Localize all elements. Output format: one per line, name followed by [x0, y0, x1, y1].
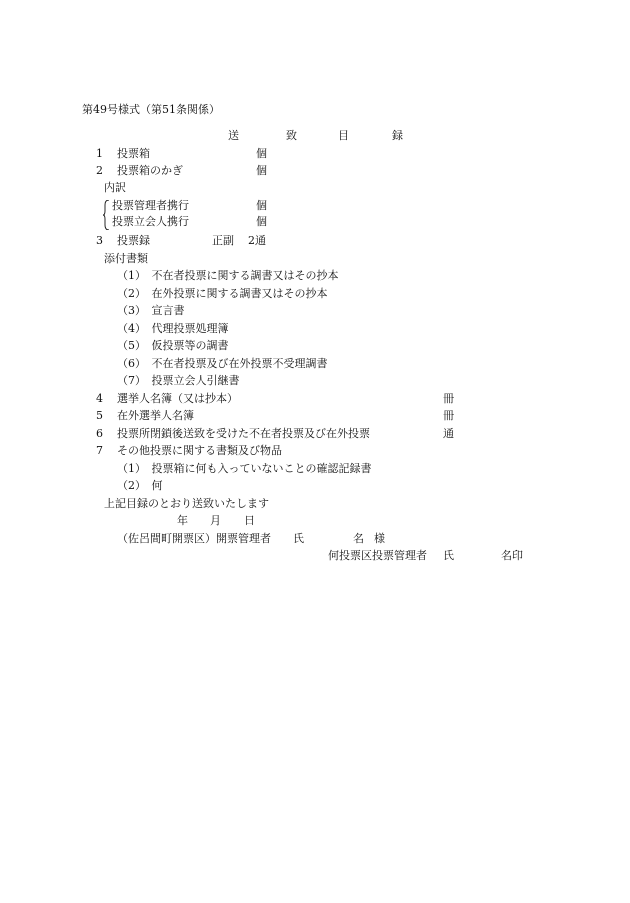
item-number: 4: [96, 392, 103, 405]
item-number: 6: [96, 427, 103, 440]
title-char: 送: [228, 129, 239, 142]
item-unit: 通: [443, 427, 454, 440]
item-number: 3: [96, 234, 103, 247]
item-label: 投票録: [117, 234, 150, 247]
sender-seal: 名印: [501, 549, 523, 562]
breakdown-unit: 個: [256, 199, 267, 212]
item-unit: 冊: [443, 409, 454, 422]
item-unit: 個: [256, 164, 267, 177]
item-number: 7: [96, 444, 103, 457]
sub-item: （1） 不在者投票に関する調書又はその抄本: [117, 269, 339, 282]
form-number: 第49号様式（第51条関係）: [82, 103, 220, 116]
item-label: その他投票に関する書類及び物品: [117, 444, 282, 457]
date-day: 日: [244, 514, 255, 527]
item-copies: 正副: [212, 234, 234, 247]
sender-title: 何投票区投票管理者: [328, 549, 427, 562]
breakdown-item: 投票管理者携行: [112, 199, 189, 212]
item-count: 2通: [248, 234, 266, 247]
addressee-shi: 氏: [293, 532, 304, 545]
title-char: 録: [392, 129, 403, 142]
addressee-name: 名: [353, 532, 364, 545]
breakdown-label: 内訳: [104, 181, 126, 194]
sub-item: （2） 何: [117, 479, 163, 492]
item-unit: 個: [256, 147, 267, 160]
item-unit: 冊: [443, 392, 454, 405]
sub-item: （4） 代理投票処理簿: [117, 322, 229, 335]
sub-item: （7） 投票立会人引継書: [117, 374, 240, 387]
brace-icon: [103, 200, 109, 230]
addressee-office: （佐呂間町開票区）開票管理者: [117, 532, 271, 545]
item-label: 投票所閉鎖後送致を受けた不在者投票及び在外投票: [117, 427, 370, 440]
title-char: 致: [286, 129, 297, 142]
closing-statement: 上記目録のとおり送致いたします: [104, 497, 269, 510]
breakdown-unit: 個: [256, 215, 267, 228]
breakdown-item: 投票立会人携行: [112, 215, 189, 228]
item-label: 投票箱のかぎ: [117, 164, 183, 177]
sub-item: （6） 不在者投票及び在外投票不受理調書: [117, 357, 328, 370]
sub-item: （3） 宣言書: [117, 304, 185, 317]
sub-item: （5） 仮投票等の調書: [117, 339, 229, 352]
title-char: 目: [338, 129, 349, 142]
date-month: 月: [210, 514, 221, 527]
attached-docs-label: 添付書類: [104, 252, 148, 265]
item-label: 投票箱: [117, 147, 150, 160]
item-number: 2: [96, 164, 103, 177]
addressee-sama: 様: [374, 532, 385, 545]
item-number: 1: [96, 147, 103, 160]
item-label: 在外選挙人名簿: [117, 409, 194, 422]
item-label: 選挙人名簿（又は抄本）: [117, 392, 238, 405]
sub-item: （1） 投票箱に何も入っていないことの確認記録書: [117, 462, 372, 475]
date-year: 年: [177, 514, 188, 527]
item-number: 5: [96, 409, 103, 422]
sender-shi: 氏: [443, 549, 454, 562]
sub-item: （2） 在外投票に関する調書又はその抄本: [117, 287, 328, 300]
